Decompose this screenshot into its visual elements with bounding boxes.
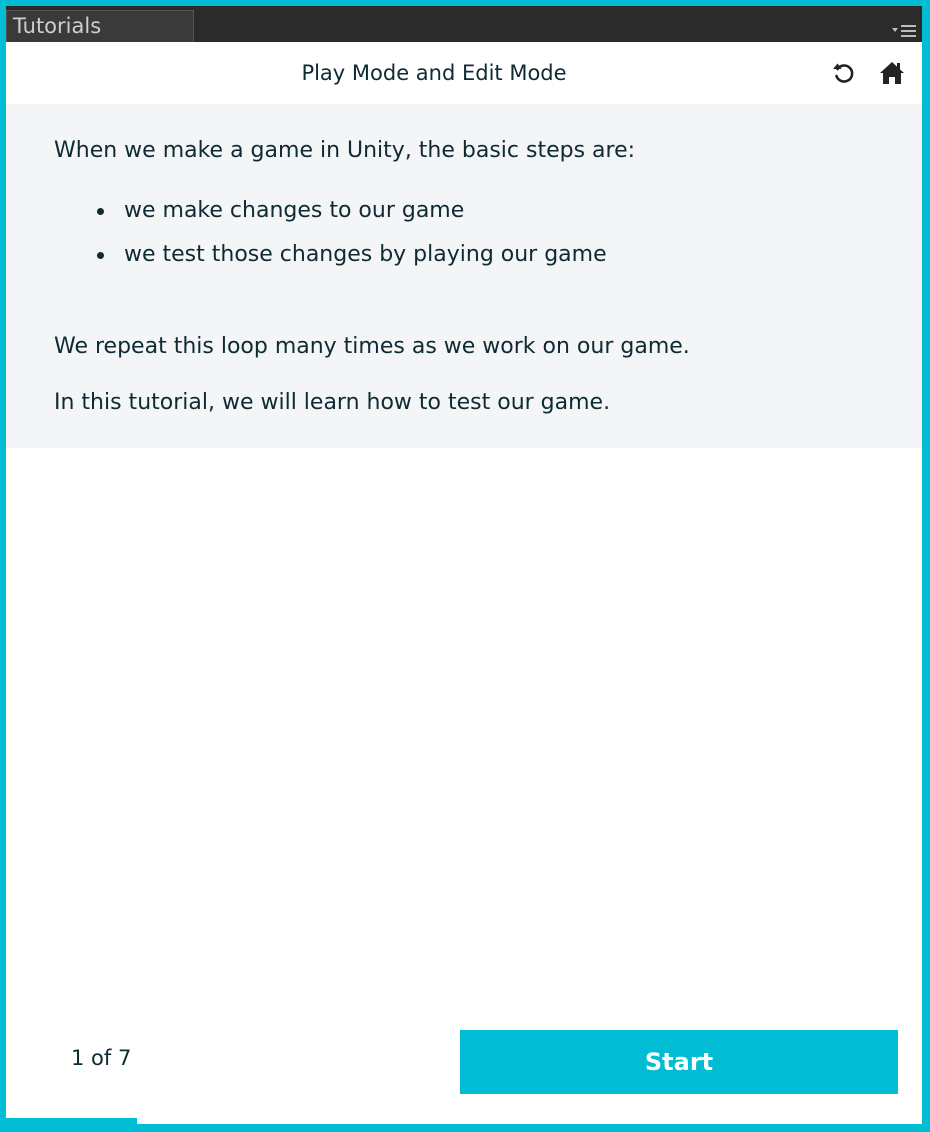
tutorial-content: [6, 104, 922, 448]
loop-text: We repeat this loop many times as we work on our game.: [54, 334, 690, 359]
progress-fill: [6, 1118, 137, 1124]
restart-icon[interactable]: [830, 59, 858, 87]
intro-text: When we make a game in Unity, the basic steps are:: [54, 138, 636, 163]
home-icon[interactable]: [878, 59, 906, 87]
tutorials-window: [6, 6, 922, 1124]
window-menu-icon[interactable]: [892, 24, 916, 38]
tutorial-header: [6, 42, 922, 104]
list-item: we test those changes by playing our game: [124, 242, 607, 286]
page-title: Play Mode and Edit Mode: [301, 61, 567, 85]
start-button[interactable]: Start: [460, 1030, 898, 1094]
list-item: we make changes to our game: [124, 198, 607, 242]
page-indicator: 1 of 7: [71, 1046, 132, 1070]
tab-tutorials-label: Tutorials: [13, 14, 102, 38]
tutorial-goal-text: In this tutorial, we will learn how to test our game.: [54, 390, 611, 415]
tab-tutorials[interactable]: [6, 10, 194, 42]
steps-list: [124, 198, 607, 286]
progress-bar: [6, 1118, 922, 1124]
tab-bar: [6, 6, 922, 42]
